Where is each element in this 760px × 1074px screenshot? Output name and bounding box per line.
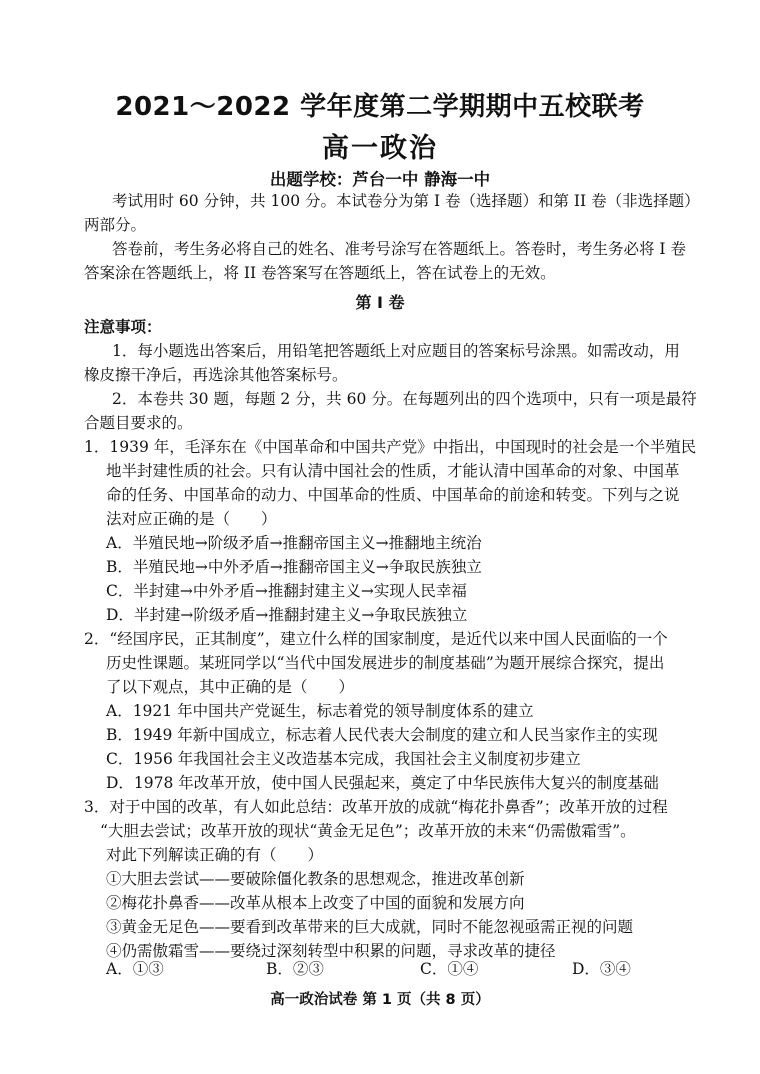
question-3-statement: ①大胆去尝试——要破除僵化教条的思想观念，推进改革创新 (106, 870, 525, 888)
notes-heading: 注意事项： (84, 318, 162, 336)
question-1-option-c: C．半封建→中外矛盾→推翻封建主义→实现人民幸福 (106, 582, 467, 600)
section-title: 第 Ⅰ 卷 (355, 293, 405, 312)
question-1-option-d: D．半封建→阶级矛盾→推翻封建主义→争取民族独立 (106, 606, 468, 624)
intro-line: 答卷前，考生务必将自己的姓名、准考号涂写在答题纸上。答卷时，考生务必将 I 卷 (112, 240, 686, 258)
question-2-option-d: D．1978 年改革开放，使中国人民强起来，奠定了中华民族伟大复兴的制度基础 (106, 774, 659, 792)
note-line: 2．本卷共 30 题，每题 2 分，共 60 分。在每题列出的四个选项中，只有一项是最符 (112, 390, 697, 408)
question-2-stem: 历史性课题。某班同学以“当代中国发展进步的制度基础”为题开展综合探究，提出 (106, 654, 665, 672)
question-3-stem: 对此下列解读正确的有（ ） (106, 846, 324, 864)
intro-line: 两部分。 (84, 216, 147, 234)
question-3-option-b: B．②③ (266, 960, 324, 978)
intro-line: 考试用时 60 分钟，共 100 分。本试卷分为第 I 卷（选择题）和第 II 卷（非选择题） (112, 192, 700, 210)
question-1-stem: 法对应正确的是（ ） (106, 510, 277, 528)
question-3-statement: ②梅花扑鼻香——改革从根本上改变了中国的面貌和发展方向 (106, 894, 525, 912)
question-2-option-c: C．1956 年我国社会主义改造基本完成，我国社会主义制度初步建立 (106, 750, 581, 768)
question-1-stem: 命的任务、中国革命的动力、中国革命的性质、中国革命的前途和转变。下列与之说 (106, 486, 680, 504)
question-3-stem: 3．对于中国的改革，有人如此总结：改革开放的成就“梅花扑鼻香”；改革开放的过程 (84, 798, 668, 816)
question-3-option-d: D．③④ (572, 960, 631, 978)
note-line: 合题目要求的。 (84, 414, 193, 432)
question-1-stem: 地半封建性质的社会。只有认清中国社会的性质，才能认清中国革命的对象、中国革 (106, 462, 680, 480)
question-2-option-b: B．1949 年新中国成立，标志着人民代表大会制度的建立和人民当家作主的实现 (106, 726, 658, 744)
question-1-option-b: B．半殖民地→中外矛盾→推翻帝国主义→争取民族独立 (106, 558, 482, 576)
question-1-option-a: A．半殖民地→阶级矛盾→推翻帝国主义→推翻地主统治 (106, 534, 482, 552)
question-2-stem: 了以下观点，其中正确的是（ ） (106, 678, 355, 696)
page-footer: 高一政治试卷 第 1 页（共 8 页） (270, 992, 490, 1008)
question-1-stem: 1．1939 年，毛泽东在《中国革命和中国共产党》中指出，中国现时的社会是一个半殖民 (84, 438, 697, 456)
question-3-option-c: C．①④ (420, 960, 479, 978)
exam-title: 2021～2022 学年度第二学期期中五校联考 (115, 92, 645, 122)
exam-schools: 出题学校：芦台一中 静海一中 (269, 170, 491, 189)
note-line: 橡皮擦干净后，再选涂其他答案标号。 (84, 366, 348, 384)
question-3-stem: “大胆去尝试；改革开放的现状“黄金无足色”；改革开放的未来“仍需傲霜雪”。 (100, 822, 636, 840)
question-2-stem: 2．“经国序民，正其制度”，建立什么样的国家制度，是近代以来中国人民面临的一个 (84, 630, 668, 648)
question-3-option-a: A．①③ (106, 960, 164, 978)
question-3-statement: ④仍需傲霜雪——要绕过深刻转型中积累的问题，寻求改革的捷径 (106, 942, 556, 960)
intro-line: 答案涂在答题纸上，将 II 卷答案写在答题纸上，答在试卷上的无效。 (84, 264, 556, 282)
question-2-option-a: A．1921 年中国共产党诞生，标志着党的领导制度体系的建立 (106, 702, 534, 720)
note-line: 1．每小题选出答案后，用铅笔把答题纸上对应题目的答案标号涂黑。如需改动，用 (112, 342, 680, 360)
exam-subject: 高一政治 (322, 133, 438, 164)
question-3-statement: ③黄金无足色——要看到改革带来的巨大成就，同时不能忽视亟需正视的问题 (106, 918, 634, 936)
